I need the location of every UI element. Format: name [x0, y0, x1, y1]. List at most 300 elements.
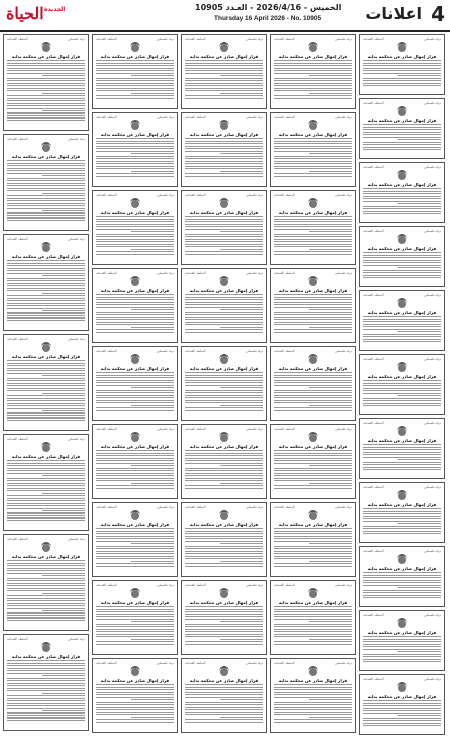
notice-text-line: [274, 722, 352, 723]
court-notice: [359, 674, 445, 735]
notice-header-left: السلطة القضائية: [185, 583, 206, 587]
notice-text-line: [185, 73, 263, 74]
notice-header: [274, 37, 352, 41]
notice-text-line: [274, 531, 352, 532]
notice-header-left: السلطة القضائية: [185, 349, 206, 353]
notice-text-line: [220, 561, 263, 562]
notice-text-line: [185, 390, 263, 391]
notice-text-line: [7, 320, 85, 321]
notice-text-line: [96, 624, 174, 625]
notice-text-line: [274, 166, 352, 167]
court-notice: [181, 112, 267, 187]
notice-text-line: [7, 203, 85, 204]
notice-text-line: [363, 661, 441, 662]
court-notice: [3, 334, 89, 431]
notice-text-line: [96, 166, 174, 167]
notice-text-line: [220, 93, 263, 94]
notice-text-line: [185, 478, 263, 479]
notice-text-line: [363, 592, 441, 593]
notice-text-line: [96, 636, 174, 637]
notice-header-left: السلطة القضائية: [363, 421, 384, 425]
notice-text-line: [96, 372, 174, 373]
notice-text-line: [7, 378, 85, 379]
notice-text-line: [363, 644, 441, 645]
notice-header-left: السلطة القضائية: [274, 37, 295, 41]
notice-text-line: [96, 556, 174, 557]
notice-text-line: [96, 458, 174, 459]
column-4: [270, 34, 356, 736]
court-notice: [3, 234, 89, 331]
notice-title: قرار إمهال صادر عن محكمة بداية: [11, 154, 81, 159]
notice-text-line: [7, 105, 85, 106]
notice-text-line: [274, 485, 352, 486]
notice-text-line: [7, 700, 85, 701]
notice-text-line: [363, 720, 441, 721]
notice-text-line: [7, 463, 85, 464]
notice-text-line: [274, 68, 352, 69]
notice-text-line: [363, 388, 441, 389]
notice-text-line: [185, 614, 263, 615]
notice-text-line: [7, 388, 85, 389]
notice-text-line: [7, 685, 85, 686]
notice-header-left: السلطة القضائية: [363, 165, 384, 169]
notice-text-line: [274, 385, 352, 386]
notice-header-right: دولة فلسطين: [423, 421, 441, 425]
notice-text-line: [363, 213, 441, 214]
notice-header-right: دولة فلسطين: [156, 505, 174, 509]
court-notice: [359, 290, 445, 351]
eagle-emblem-icon: [308, 276, 318, 287]
notice-text-line: [96, 478, 174, 479]
notice-text-line: [96, 251, 174, 252]
notice-text-line: [363, 531, 441, 532]
notice-text-line: [7, 712, 85, 713]
court-notice: [270, 502, 356, 577]
notice-text-line: [96, 176, 174, 177]
notice-text-line: [7, 460, 85, 461]
notice-text-line: [42, 493, 85, 494]
eagle-emblem-icon: [308, 588, 318, 599]
eagle-emblem-icon: [41, 642, 51, 653]
notice-text-line: [96, 146, 174, 147]
court-notice: [270, 34, 356, 109]
notice-text-line: [96, 90, 174, 91]
notice-text-line: [363, 649, 441, 650]
notice-text-line: [96, 377, 174, 378]
notice-text-line: [96, 70, 174, 71]
notice-text-line: [7, 500, 85, 501]
notice-header-right: دولة فلسطين: [156, 271, 174, 275]
notice-text-line: [398, 459, 441, 460]
notice-text-line: [274, 377, 352, 378]
notice-text-line: [96, 78, 174, 79]
notice-text-line: [274, 382, 352, 383]
notice-text-line: [363, 464, 441, 465]
notice-text-line: [7, 688, 85, 689]
notice-header: [96, 583, 174, 587]
notice-text-line: [363, 63, 441, 64]
notice-title: قرار إمهال صادر عن محكمة بداية: [367, 630, 437, 635]
notice-header: [185, 349, 263, 353]
notice-text-line: [185, 146, 263, 147]
notice-text-line: [185, 410, 263, 411]
notice-text-line: [7, 395, 85, 396]
court-notice: [359, 482, 445, 543]
notice-text-line: [7, 163, 85, 164]
notice-text-line: [96, 319, 174, 320]
notice-text-line: [7, 390, 85, 391]
notice-title: قرار إمهال صادر عن محكمة بداية: [11, 554, 81, 559]
notice-text-line: [7, 690, 85, 691]
notice-text-line: [274, 407, 352, 408]
notice-text-line: [363, 457, 441, 458]
notice-text-line: [363, 705, 441, 706]
notice-text-line: [220, 231, 263, 232]
notice-text-line: [220, 249, 263, 250]
notice-text-line: [7, 363, 85, 364]
notice-text-line: [96, 629, 174, 630]
notice-text-line: [7, 403, 85, 404]
notice-text-line: [7, 680, 85, 681]
notice-title: قرار إمهال صادر عن محكمة بداية: [278, 366, 348, 371]
page-number: 4: [431, 2, 445, 26]
notice-text-line: [274, 60, 352, 61]
notice-header: [185, 505, 263, 509]
notice-text-line: [274, 480, 352, 481]
notice-text-line: [363, 526, 441, 527]
notice-text-line: [363, 703, 441, 704]
notice-text-line: [185, 546, 263, 547]
notice-text-line: [185, 78, 263, 79]
notice-text-line: [7, 412, 85, 413]
notice-text-line: [7, 305, 85, 306]
notice-text-line: [7, 63, 85, 64]
notice-header-left: السلطة القضائية: [185, 505, 206, 509]
notice-text-line: [363, 710, 441, 711]
notice-text-line: [185, 714, 263, 715]
notice-text-line: [274, 251, 352, 252]
notice-text-line: [309, 153, 352, 154]
notice-text-line: [7, 208, 85, 209]
notice-text-line: [96, 553, 174, 554]
notice-text-line: [7, 485, 85, 486]
notice-text-line: [96, 317, 174, 318]
notice-text-line: [7, 580, 85, 581]
notice-text-line: [274, 395, 352, 396]
notice-text-line: [131, 387, 174, 388]
notice-text-line: [96, 224, 174, 225]
notice-text-line: [96, 168, 174, 169]
notice-header: [7, 637, 85, 641]
notice-text-line: [274, 402, 352, 403]
notice-text-line: [42, 593, 85, 594]
notice-text-line: [309, 249, 352, 250]
notice-text-line: [274, 392, 352, 393]
notice-text-line: [96, 385, 174, 386]
notice-header: [185, 115, 263, 119]
notice-header: [363, 549, 441, 553]
notice-header-right: دولة فلسطين: [334, 349, 352, 353]
notice-text-line: [185, 246, 263, 247]
notice-text-line: [274, 704, 352, 705]
notice-header: [363, 293, 441, 297]
notice-text-line: [274, 314, 352, 315]
court-notice: [181, 502, 267, 577]
eagle-emblem-icon: [308, 198, 318, 209]
notice-text-line: [96, 254, 174, 255]
notice-text-line: [42, 610, 85, 611]
notice-header-right: دولة فلسطين: [334, 193, 352, 197]
notice-text-line: [7, 117, 85, 118]
notice-text-line: [96, 299, 174, 300]
section-title: اعلانات: [365, 4, 422, 23]
notice-text-line: [96, 609, 174, 610]
notice-text-line: [7, 620, 85, 621]
notice-text-line: [274, 619, 352, 620]
notice-text-line: [7, 368, 85, 369]
notice-header-left: السلطة القضائية: [96, 661, 117, 665]
notice-text-line: [96, 236, 174, 237]
notice-text-line: [185, 707, 263, 708]
notice-text-line: [96, 619, 174, 620]
notice-text-line: [7, 590, 85, 591]
notice-header-left: السلطة القضائية: [274, 427, 295, 431]
notice-text-line: [7, 565, 85, 566]
notice-text-line: [185, 168, 263, 169]
notice-header-left: السلطة القضائية: [185, 193, 206, 197]
eagle-emblem-icon: [41, 542, 51, 553]
notice-text-line: [363, 272, 441, 273]
notice-text-line: [185, 631, 263, 632]
notice-text-line: [7, 415, 85, 416]
notice-header-left: السلطة القضائية: [7, 637, 28, 641]
notice-text-line: [220, 309, 263, 310]
notice-text-line: [363, 462, 441, 463]
notice-title: قرار إمهال صادر عن محكمة بداية: [100, 678, 170, 683]
notice-text-line: [274, 478, 352, 479]
eagle-emblem-icon: [219, 510, 229, 521]
notice-text-line: [363, 516, 441, 517]
notice-text-line: [131, 717, 174, 718]
notice-text-line: [96, 244, 174, 245]
notice-title: قرار إمهال صادر عن محكمة بداية: [11, 54, 81, 59]
notice-text-line: [363, 713, 441, 714]
notice-text-line: [96, 455, 174, 456]
notice-text-line: [274, 626, 352, 627]
notice-text-line: [7, 520, 85, 521]
notice-title: قرار إمهال صادر عن محكمة بداية: [100, 210, 170, 215]
notice-text-line: [220, 75, 263, 76]
notice-text-line: [7, 200, 85, 201]
court-notice: [359, 162, 445, 223]
notice-text-line: [274, 473, 352, 474]
notice-text-line: [363, 252, 441, 253]
court-notice: [92, 268, 178, 343]
notice-text-line: [185, 485, 263, 486]
notice-text-line: [96, 95, 174, 96]
notice-text-line: [363, 585, 441, 586]
notice-text-line: [185, 392, 263, 393]
notice-text-line: [131, 171, 174, 172]
notice-header-right: دولة فلسطين: [423, 165, 441, 169]
notice-text-line: [7, 290, 85, 291]
notice-text-line: [7, 400, 85, 401]
issue-date-english: Thursday 16 April 2026 - No. 10905: [214, 15, 322, 22]
notice-text-line: [363, 196, 441, 197]
notice-text-line: [274, 463, 352, 464]
eagle-emblem-icon: [397, 682, 407, 693]
notice-text-line: [7, 205, 85, 206]
notice-text-line: [363, 449, 441, 450]
notice-header: [96, 193, 174, 197]
notice-text-line: [185, 397, 263, 398]
notice-text-line: [7, 90, 85, 91]
notice-text-line: [7, 298, 85, 299]
eagle-emblem-icon: [130, 198, 140, 209]
notice-text-line: [274, 684, 352, 685]
notice-text-line: [185, 329, 263, 330]
notice-text-line: [7, 670, 85, 671]
court-notice: [3, 434, 89, 531]
notice-text-line: [220, 717, 263, 718]
notice-header: [363, 613, 441, 617]
notice-text-line: [274, 528, 352, 529]
notice-text-line: [185, 548, 263, 549]
notice-text-line: [96, 460, 174, 461]
notice-text-line: [398, 395, 441, 396]
notice-text-line: [363, 260, 441, 261]
newspaper-logo-sub: الجديدة: [44, 6, 66, 13]
notice-header-right: دولة فلسطين: [156, 427, 174, 431]
notice-text-line: [274, 168, 352, 169]
notice-header-right: دولة فلسطين: [156, 661, 174, 665]
notice-text-line: [96, 151, 174, 152]
notice-text-line: [7, 600, 85, 601]
notice-text-line: [7, 265, 85, 266]
notice-text-line: [363, 518, 441, 519]
notice-text-line: [7, 417, 85, 418]
notice-text-line: [274, 375, 352, 376]
notice-text-line: [185, 687, 263, 688]
notice-text-line: [96, 528, 174, 529]
eagle-emblem-icon: [41, 342, 51, 353]
notice-text-line: [274, 697, 352, 698]
notice-text-line: [363, 208, 441, 209]
notice-text-line: [185, 538, 263, 539]
notice-text-line: [7, 583, 85, 584]
notice-text-line: [363, 68, 441, 69]
notice-text-line: [96, 714, 174, 715]
notice-header-right: دولة فلسطين: [423, 357, 441, 361]
notice-text-line: [7, 120, 85, 121]
notice-text-line: [363, 144, 441, 145]
notice-text-line: [274, 546, 352, 547]
court-notice: [3, 34, 89, 131]
notice-text-line: [274, 712, 352, 713]
notice-text-line: [363, 149, 441, 150]
notice-header-right: دولة فلسطين: [334, 115, 352, 119]
notice-text-line: [185, 173, 263, 174]
notice-text-line: [96, 173, 174, 174]
notice-text-line: [7, 73, 85, 74]
notice-text-line: [363, 316, 441, 317]
notice-text-line: [274, 324, 352, 325]
notice-header-right: دولة فلسطين: [245, 115, 263, 119]
notice-text-line: [185, 375, 263, 376]
notice-header-right: دولة فلسطين: [334, 505, 352, 509]
notice-text-line: [274, 455, 352, 456]
notice-text-line: [7, 708, 85, 709]
notice-header: [363, 101, 441, 105]
notice-text-line: [42, 293, 85, 294]
notice-text-line: [96, 548, 174, 549]
notice-text-line: [309, 699, 352, 700]
court-notice: [359, 418, 445, 479]
eagle-emblem-icon: [397, 490, 407, 501]
notice-text-line: [274, 614, 352, 615]
notice-text-line: [96, 614, 174, 615]
eagle-emblem-icon: [397, 234, 407, 245]
notice-text-line: [274, 372, 352, 373]
notice-header: [185, 193, 263, 197]
notice-text-line: [363, 326, 441, 327]
court-notice: [3, 134, 89, 231]
notice-text-line: [131, 75, 174, 76]
notice-text-line: [96, 488, 174, 489]
notice-text-line: [96, 161, 174, 162]
notice-text-line: [96, 707, 174, 708]
notice-header-left: السلطة القضائية: [363, 293, 384, 297]
notice-text-line: [309, 717, 352, 718]
notice-text-line: [7, 308, 85, 309]
notice-text-line: [7, 603, 85, 604]
notice-text-line: [42, 275, 85, 276]
notice-text-line: [96, 566, 174, 567]
column-1: [3, 34, 89, 736]
notice-text-line: [363, 127, 441, 128]
notice-text-line: [185, 332, 263, 333]
notice-title: قرار إمهال صادر عن محكمة بداية: [367, 438, 437, 443]
notice-text-line: [96, 400, 174, 401]
notice-text-line: [7, 673, 85, 674]
notice-header-left: السلطة القضائية: [274, 349, 295, 353]
notice-text-line: [363, 577, 441, 578]
notice-header-left: السلطة القضائية: [96, 193, 117, 197]
notice-text-line: [7, 370, 85, 371]
notice-header: [274, 271, 352, 275]
notice-text-line: [274, 234, 352, 235]
notice-text-line: [96, 156, 174, 157]
notice-text-line: [363, 533, 441, 534]
notice-title: قرار إمهال صادر عن محكمة بداية: [100, 132, 170, 137]
notice-text-line: [185, 377, 263, 378]
notice-text-line: [309, 405, 352, 406]
notice-text-line: [7, 508, 85, 509]
notice-text-line: [363, 654, 441, 655]
notice-text-line: [7, 312, 85, 313]
notice-header-right: دولة فلسطين: [245, 193, 263, 197]
notice-header-left: السلطة القضائية: [363, 101, 384, 105]
notice-text-line: [7, 212, 85, 213]
notice-text-line: [274, 148, 352, 149]
notice-text-line: [7, 505, 85, 506]
notice-text-line: [363, 336, 441, 337]
notice-text-line: [42, 310, 85, 311]
notice-text-line: [7, 385, 85, 386]
notice-text-line: [7, 703, 85, 704]
notice-text-line: [96, 221, 174, 222]
notice-text-line: [274, 380, 352, 381]
